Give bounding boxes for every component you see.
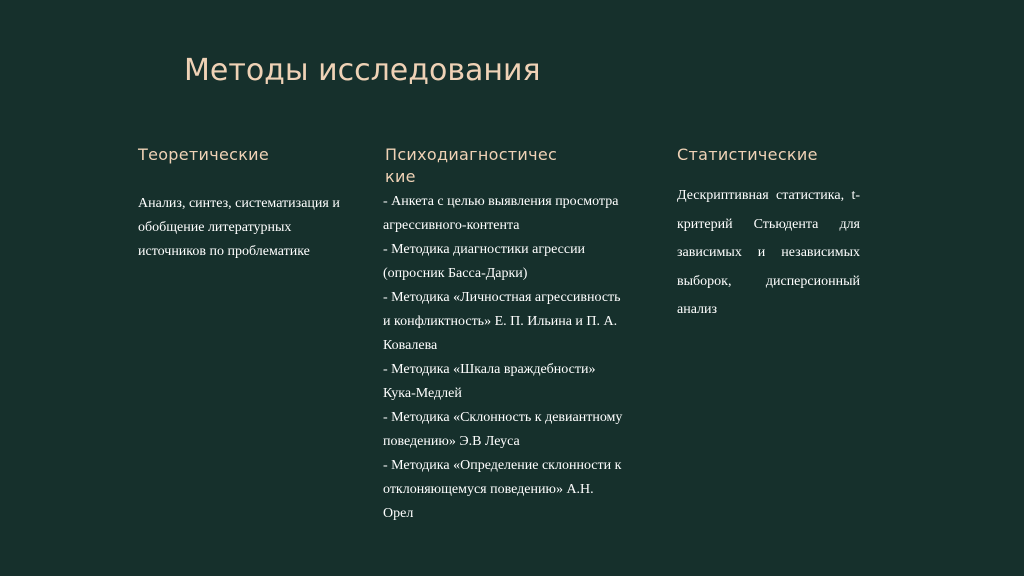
column-heading-statistical: Статистические (677, 145, 818, 164)
slide-title: Методы исследования (184, 53, 541, 88)
method-item: - Методика «Личностная агрессивность и конфликтность» Е. П. Ильина и П. А. Ковалева (383, 290, 621, 353)
column-body-psychodiagnostic (383, 190, 623, 526)
method-item: - Анкета с целью выявления просмотра агрессивного-контента (383, 194, 619, 233)
method-item: - Методика диагностики агрессии (опросник Басса-Дарки) (383, 242, 586, 281)
method-item: - Методика «Шкала враждебности» Кука-Медлей (383, 362, 596, 401)
method-item: - Методика «Склонность к девиантному поведению» Э.В Леуса (383, 410, 623, 449)
column-body-theoretical: Анализ, синтез, систематизация и обобщение литературных источников по проблематике (138, 196, 340, 259)
method-item: - Методика «Определение склонности к отклоняющемуся поведению» А.Н. Орел (383, 458, 622, 521)
column-heading-theoretical: Теоретические (138, 145, 270, 164)
column-heading-psychodiagnostic: Психодиагностичес кие (385, 145, 558, 186)
column-body-statistical: Дескриптивная статистика, t-критерий Стьюдента для зависимых и независимых выборок, дисперсионный анализ (677, 188, 860, 318)
